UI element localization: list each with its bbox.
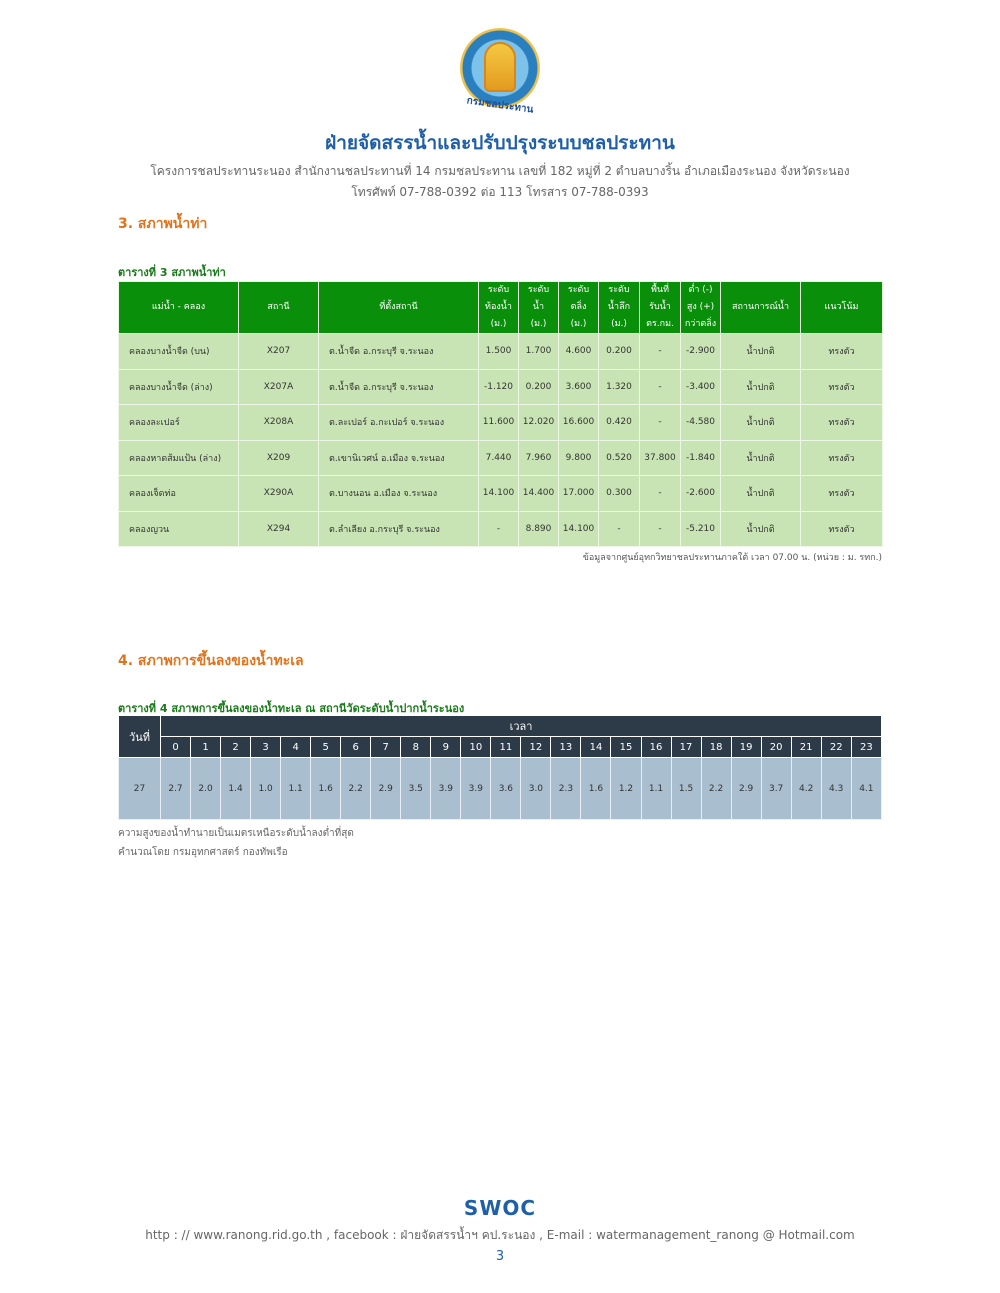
hour-header: 6 — [341, 737, 371, 758]
hour-header: 1 — [191, 737, 221, 758]
col-water-level: ระดับ น้ำ (ม.) — [519, 282, 559, 334]
cell-diff: -3.400 — [681, 369, 721, 405]
cell-bank: 4.600 — [559, 334, 599, 370]
cell-depth: 0.420 — [599, 405, 640, 441]
tide-value: 4.2 — [791, 758, 821, 820]
cell-area: - — [640, 369, 681, 405]
hour-header: 12 — [521, 737, 551, 758]
hour-header: 7 — [371, 737, 401, 758]
col-diff: ต่ำ (-) สูง (+) กว่าตลิ่ง — [681, 282, 721, 334]
tide-value: 2.9 — [371, 758, 401, 820]
hour-header: 2 — [221, 737, 251, 758]
tide-note-height: ความสูงของน้ำทำนายเป็นเมตรเหนือระดับน้ำลงต่ำที่สุด — [118, 828, 354, 839]
cell-station: X207 — [239, 334, 319, 370]
cell-water: 14.400 — [519, 476, 559, 512]
tide-value: 1.1 — [281, 758, 311, 820]
cell-status: น้ำปกติ — [721, 369, 801, 405]
cell-trend: ทรงตัว — [801, 369, 883, 405]
cell-location: ต.น้ำจืด อ.กระบุรี จ.ระนอง — [319, 369, 479, 405]
cell-river: คลองละเปอร์ — [119, 405, 239, 441]
cell-location: ต.บางนอน อ.เมือง จ.ระนอง — [319, 476, 479, 512]
hour-header: 23 — [851, 737, 881, 758]
table-3-caption: ตารางที่ 3 สภาพน้ำท่า — [118, 266, 226, 279]
tide-table — [118, 715, 882, 820]
cell-water: 1.700 — [519, 334, 559, 370]
table-row — [119, 440, 883, 476]
cell-bank: 9.800 — [559, 440, 599, 476]
hour-header: 16 — [641, 737, 671, 758]
table-4-caption: ตารางที่ 4 สภาพการขึ้นลงของน้ำทะเล ณ สถานีวัดระดับน้ำปากน้ำระนอง — [118, 702, 465, 715]
cell-water: 7.960 — [519, 440, 559, 476]
hour-header: 3 — [251, 737, 281, 758]
cell-area: - — [640, 405, 681, 441]
col-bank-level: ระดับ ตลิ่ง (ม.) — [559, 282, 599, 334]
hour-header: 13 — [551, 737, 581, 758]
cell-river: คลองญวน — [119, 511, 239, 547]
section-4-title: 4. สภาพการขึ้นลงของน้ำทะเล — [118, 653, 304, 669]
page-footer — [0, 1196, 1000, 1264]
hour-header: 0 — [161, 737, 191, 758]
hour-header: 4 — [281, 737, 311, 758]
col-trend: แนวโน้ม — [801, 282, 883, 334]
hour-header: 10 — [461, 737, 491, 758]
cell-river: คลองเจ็ดท่อ — [119, 476, 239, 512]
hour-header: 14 — [581, 737, 611, 758]
org-address: โครงการชลประทานระนอง สำนักงานชลประทานที่ 14 กรมชลประทาน เลขที่ 182 หมู่ที่ 2 ตำบลบางริ้น อำเภอเมืองระนอง จังหวัดระนอง — [150, 164, 850, 178]
col-time: เวลา — [161, 716, 882, 737]
cell-trend: ทรงตัว — [801, 405, 883, 441]
cell-area: 37.800 — [640, 440, 681, 476]
col-depth: ระดับ น้ำลึก (ม.) — [599, 282, 640, 334]
hour-header: 15 — [611, 737, 641, 758]
cell-bed: 7.440 — [479, 440, 519, 476]
tide-value: 2.7 — [161, 758, 191, 820]
org-phone: โทรศัพท์ 07-788-0392 ต่อ 113 โทรสาร 07-788-0393 — [351, 185, 649, 199]
cell-diff: -5.210 — [681, 511, 721, 547]
cell-water: 0.200 — [519, 369, 559, 405]
tide-value: 2.0 — [191, 758, 221, 820]
river-status-table — [118, 281, 883, 547]
hour-header: 19 — [731, 737, 761, 758]
logo-caption: กรมชลประทาน — [466, 95, 534, 116]
col-status: สถานการณ์น้ำ — [721, 282, 801, 334]
tide-value: 1.6 — [581, 758, 611, 820]
cell-depth: 1.320 — [599, 369, 640, 405]
cell-trend: ทรงตัว — [801, 476, 883, 512]
tide-value: 3.9 — [461, 758, 491, 820]
day-cell: 27 — [119, 758, 161, 820]
hour-header: 20 — [761, 737, 791, 758]
tide-value: 1.0 — [251, 758, 281, 820]
cell-status: น้ำปกติ — [721, 511, 801, 547]
section-3-title: 3. สภาพน้ำท่า — [118, 216, 208, 232]
table-row — [119, 476, 883, 512]
org-title: ฝ่ายจัดสรรน้ำและปรับปรุงระบบชลประทาน — [325, 132, 675, 154]
swoc-brand: SWOC — [463, 1196, 537, 1220]
footer-contact: http : // www.ranong.rid.go.th , facebook : ฝ่ายจัดสรรน้ำฯ คป.ระนอง , E-mail : watermanagement_ranong @ Hotmail.com — [145, 1228, 855, 1242]
tide-value: 2.2 — [341, 758, 371, 820]
tide-value: 4.3 — [821, 758, 851, 820]
cell-diff: -4.580 — [681, 405, 721, 441]
hour-header: 22 — [821, 737, 851, 758]
tide-value: 3.7 — [761, 758, 791, 820]
cell-diff: -1.840 — [681, 440, 721, 476]
cell-bank: 3.600 — [559, 369, 599, 405]
cell-location: ต.ละเปอร์ อ.กะเปอร์ จ.ระนอง — [319, 405, 479, 441]
tide-value: 1.4 — [221, 758, 251, 820]
col-catchment: พื้นที่ รับน้ำ ตร.กม. — [640, 282, 681, 334]
cell-bank: 16.600 — [559, 405, 599, 441]
page-number: 3 — [495, 1249, 505, 1264]
cell-station: X209 — [239, 440, 319, 476]
cell-location: ต.เขานิเวศน์ อ.เมือง จ.ระนอง — [319, 440, 479, 476]
cell-area: - — [640, 476, 681, 512]
cell-bed: -1.120 — [479, 369, 519, 405]
tide-value: 1.1 — [641, 758, 671, 820]
cell-trend: ทรงตัว — [801, 511, 883, 547]
tide-value: 1.6 — [311, 758, 341, 820]
cell-river: คลองบางน้ำจืด (ล่าง) — [119, 369, 239, 405]
cell-bed: 11.600 — [479, 405, 519, 441]
cell-depth: 0.200 — [599, 334, 640, 370]
cell-depth: 0.300 — [599, 476, 640, 512]
tide-value: 1.5 — [671, 758, 701, 820]
tide-value: 3.9 — [431, 758, 461, 820]
hour-header: 5 — [311, 737, 341, 758]
table-row — [119, 405, 883, 441]
cell-trend: ทรงตัว — [801, 440, 883, 476]
tide-value: 4.1 — [851, 758, 881, 820]
cell-depth: 0.520 — [599, 440, 640, 476]
table-4-notes — [118, 824, 354, 862]
tide-value: 2.3 — [551, 758, 581, 820]
cell-status: น้ำปกติ — [721, 334, 801, 370]
col-river: แม่น้ำ - คลอง — [119, 282, 239, 334]
cell-area: - — [640, 334, 681, 370]
cell-depth: - — [599, 511, 640, 547]
cell-location: ต.ลำเลียง อ.กระบุรี จ.ระนอง — [319, 511, 479, 547]
cell-area: - — [640, 511, 681, 547]
hour-header: 18 — [701, 737, 731, 758]
page-header — [0, 28, 1000, 202]
cell-diff: -2.900 — [681, 334, 721, 370]
cell-station: X208A — [239, 405, 319, 441]
col-station: สถานี — [239, 282, 319, 334]
cell-water: 8.890 — [519, 511, 559, 547]
cell-water: 12.020 — [519, 405, 559, 441]
tide-value: 2.9 — [731, 758, 761, 820]
table-row — [119, 511, 883, 547]
hour-header: 11 — [491, 737, 521, 758]
col-location: ที่ตั้งสถานี — [319, 282, 479, 334]
cell-river: คลองบางน้ำจืด (บน) — [119, 334, 239, 370]
hour-header: 17 — [671, 737, 701, 758]
rid-logo — [458, 28, 542, 116]
tide-note-source: คำนวณโดย กรมอุทกศาสตร์ กองทัพเรือ — [118, 847, 288, 858]
tide-value: 2.2 — [701, 758, 731, 820]
logo-figure — [484, 42, 516, 92]
cell-status: น้ำปกติ — [721, 405, 801, 441]
tide-value: 3.5 — [401, 758, 431, 820]
cell-bed: 14.100 — [479, 476, 519, 512]
cell-bank: 17.000 — [559, 476, 599, 512]
table-3-source-note: ข้อมูลจากศูนย์อุทกวิทยาชลประทานภาคใต้ เวลา 07.00 น. (หน่วย : ม. รทก.) — [582, 553, 882, 563]
cell-status: น้ำปกติ — [721, 476, 801, 512]
tide-value: 3.6 — [491, 758, 521, 820]
col-bed-level: ระดับ ท้องน้ำ (ม.) — [479, 282, 519, 334]
cell-station: X207A — [239, 369, 319, 405]
table-row — [119, 369, 883, 405]
hour-header: 8 — [401, 737, 431, 758]
cell-bed: - — [479, 511, 519, 547]
hour-header: 21 — [791, 737, 821, 758]
col-day: วันที่ — [119, 716, 161, 758]
tide-value: 3.0 — [521, 758, 551, 820]
cell-diff: -2.600 — [681, 476, 721, 512]
cell-station: X290A — [239, 476, 319, 512]
table-row — [119, 334, 883, 370]
tide-value: 1.2 — [611, 758, 641, 820]
cell-status: น้ำปกติ — [721, 440, 801, 476]
cell-station: X294 — [239, 511, 319, 547]
cell-location: ต.น้ำจืด อ.กระบุรี จ.ระนอง — [319, 334, 479, 370]
cell-trend: ทรงตัว — [801, 334, 883, 370]
cell-bed: 1.500 — [479, 334, 519, 370]
cell-river: คลองหาดส้มแป้น (ล่าง) — [119, 440, 239, 476]
hour-header: 9 — [431, 737, 461, 758]
cell-bank: 14.100 — [559, 511, 599, 547]
